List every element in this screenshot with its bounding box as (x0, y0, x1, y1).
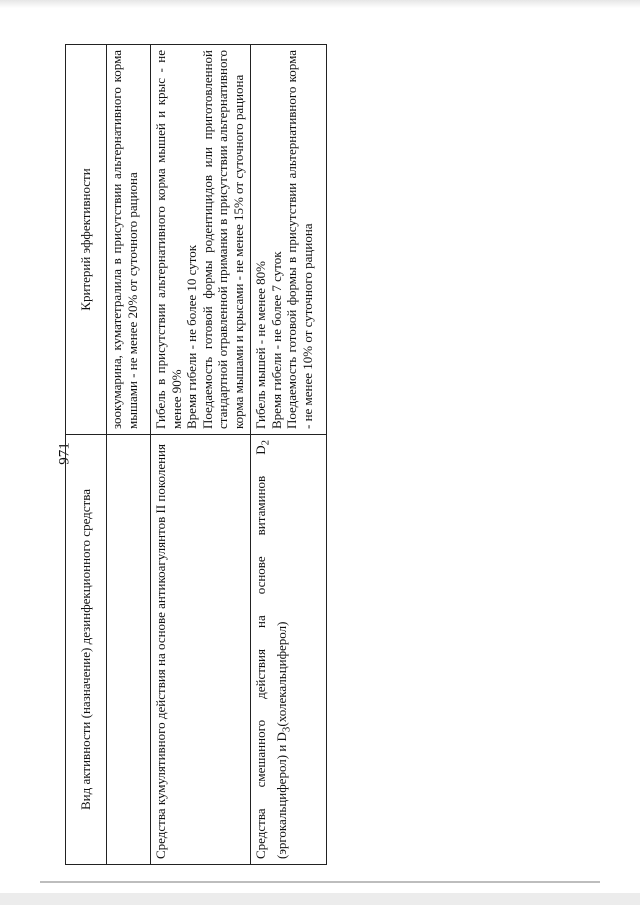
criterion-line: Гибель мышей - не менее 80% (253, 261, 268, 429)
criterion-line: Время гибели - не более 10 суток (184, 244, 199, 429)
scan-shadow-bottom (0, 893, 640, 905)
criterion-line: Гибель в присутствии альтернативного корма мышей и крыс - не менее 90% (153, 50, 184, 429)
table-header-row (66, 45, 107, 865)
criteria-table (65, 44, 327, 865)
criterion-line: Поедаемость готовой формы родентицидов или приготовленной стандартной отравленной приманки в присутствии альтернативного корма мышами и крысами - не менее 15% от суточного рациона (199, 50, 246, 429)
row1-activity-cell (107, 435, 151, 865)
vitamin-subscript-2: 2 (259, 440, 272, 446)
table-row (107, 45, 151, 865)
row2-activity-cell: Средства кумулятивного действия на основе антикоагулянтов II поколения (151, 435, 251, 865)
header-activity-type: Вид активности (назначение) дезинфекционного средства (66, 435, 107, 865)
vitamin-text-1: Средства смешанного действия на основе витаминов D (253, 445, 268, 859)
scan-shadow-top (0, 0, 640, 8)
criterion-line: Поедаемость готовой формы в присутствии альтернативного корма - не менее 10% от суточного рациона (284, 50, 315, 429)
rotated-table-wrapper (65, 45, 515, 865)
row1-criterion-cell (107, 45, 151, 435)
criterion-line: зоокумарина, куматетралила в присутствии альтернативного корма мышами - не менее 20% от суточного рациона (109, 50, 140, 429)
scan-edge-line (40, 881, 600, 883)
header-efficiency-criterion: Критерий эффективности (66, 45, 107, 435)
vitamin-text-3: (холекальциферол) (274, 621, 290, 727)
vitamin-text-2: (эргокальциферол) и D (274, 732, 290, 859)
criterion-line: Время гибели - не более 7 суток (268, 251, 284, 429)
row2-criterion-cell (151, 45, 251, 435)
table-row (151, 45, 251, 865)
page-number: 971 (56, 442, 73, 465)
vitamin-subscript-3: 3 (280, 726, 293, 733)
row3-activity-cell (251, 435, 327, 865)
row3-criterion-cell (251, 45, 327, 435)
table-row (251, 45, 327, 865)
